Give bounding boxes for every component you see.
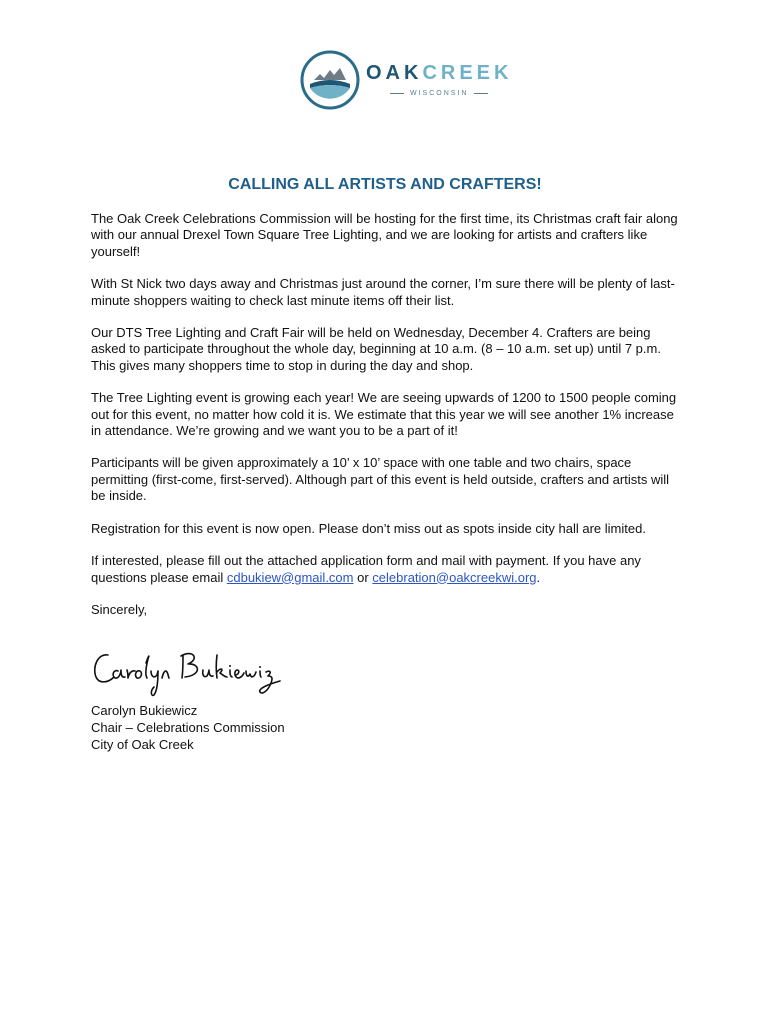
signer-name: Carolyn Bukiewicz [91, 703, 198, 718]
oak-creek-logo-emblem-icon [300, 50, 360, 110]
logo-word-oak: OAK [366, 62, 423, 84]
logo-rule-right [474, 93, 488, 94]
paragraph-space: Participants will be given approximately a 10’ x 10’ space with one table and two chairs, space permitting (first-come, first-served). Although part of this event is held outside, crafters and artists will be inside. [91, 455, 670, 504]
paragraph-event-details: Our DTS Tree Lighting and Craft Fair will be held on Wednesday, December 4. Crafters are being asked to participate throughout the whole day, beginning at 10 a.m. (8 – 10 a.m. set up) until 7 p.m. This gives many shoppers time to stop in during the day and shop. [91, 325, 661, 373]
logo-word-creek: CREEK [422, 62, 513, 84]
signer-title: Chair – Celebrations Commission [91, 720, 285, 735]
paragraph-registration: Registration for this event is now open. Please don’t miss out as spots inside city hall are limited. [91, 520, 646, 536]
paragraph-st-nick: With St Nick two days away and Christmas just around the corner, I’m sure there will be plenty of last-minute shoppers waiting to check last minute items off their list. [91, 276, 675, 308]
logo-wordmark [366, 62, 512, 85]
paragraph-intro: The Oak Creek Celebrations Commission will be hosting for the first time, its Christmas craft fair along with our annual Drexel Town Square Tree Lighting, and we are looking for artists and crafters like yourself! [91, 211, 678, 259]
contact-period: . [536, 569, 541, 585]
oak-creek-logo [300, 50, 513, 112]
paragraph-contact [91, 553, 681, 586]
contact-text: If interested, please fill out the attached application form and mail with payment. If you have any questions please email [91, 553, 641, 585]
email-link-celebration[interactable]: celebration@oakcreekwi.org [372, 569, 537, 585]
logo-subtitle [384, 90, 494, 97]
closing: Sincerely, [91, 601, 148, 617]
letter-body [91, 211, 681, 634]
logo-rule-left [390, 93, 404, 94]
logo-state-text: WISCONSIN [410, 90, 469, 97]
signer-organization: City of Oak Creek [91, 737, 194, 752]
letter-title: CALLING ALL ARTISTS AND CRAFTERS! [228, 176, 542, 193]
paragraph-attendance: The Tree Lighting event is growing each year! We are seeing upwards of 1200 to 1500 people coming out for this event, no matter how cold it is. We estimate that this year we will see another 1% increase in attendance. We’re growing and we want you to be a part of it! [91, 390, 677, 439]
email-link-cdbukiew[interactable]: cdbukiew@gmail.com [226, 569, 354, 585]
signature-block [91, 702, 285, 753]
handwritten-signature [90, 645, 295, 705]
contact-or-text: or [353, 569, 373, 585]
